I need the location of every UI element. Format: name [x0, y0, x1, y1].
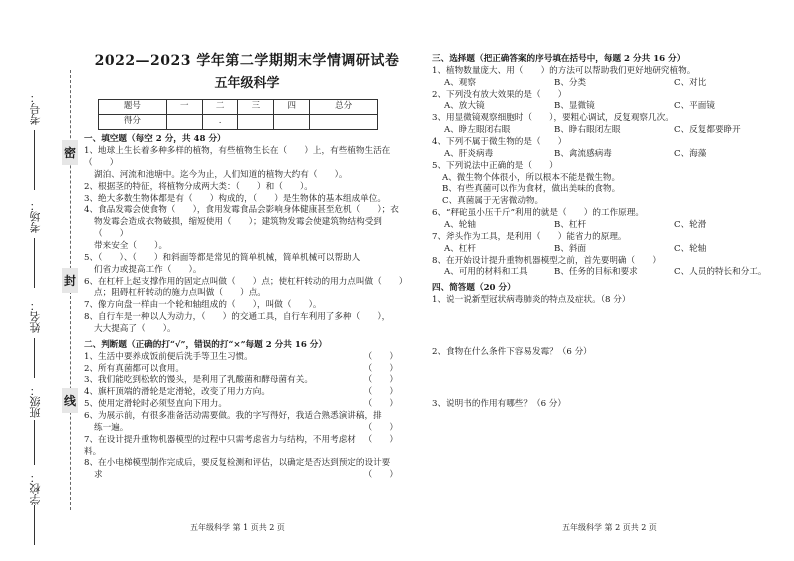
section-short-title: 四、简答题（20 分） [432, 283, 516, 294]
judge-item [84, 435, 410, 459]
judge-answer-paren: （ ） [363, 387, 398, 398]
fill-line: 物发霉会造成衣物破损，缩短使用（ ）；建筑物发霉会使建筑物结构受到（ ） [94, 217, 382, 240]
choice-option: B、显微镜 [554, 101, 595, 112]
score-row-label: 得分 [99, 115, 167, 130]
fill-line: 5、（ ）、（ ）和斜面等都是常见的简单机械，简单机械可以帮助人 [84, 252, 361, 263]
score-table [98, 99, 378, 130]
exam-subject: 五年级科学 [214, 76, 280, 92]
judge-text: 7、在设计提升重物机器模型的过程中只需考虑省力与结构，不用考虑材料。 [84, 434, 356, 457]
section-judge-title: 二、判断题（正确的打“√”，错误的打“×”每题 2 分共 16 分） [84, 339, 327, 350]
fill-line: 们省力或提高工作（ ）。 [94, 264, 202, 275]
score-cell [238, 115, 274, 130]
judge-text: 5、使用定滑轮时必须竖直向下用力。 [84, 399, 227, 410]
score-table-header-row [99, 100, 378, 115]
score-cell: . [202, 115, 238, 130]
score-cell [274, 115, 310, 130]
banji-label: 班级： [29, 385, 42, 418]
choice-option: A、观察 [444, 77, 476, 88]
short-question: 2、食物在什么条件下容易发霉？（6 分） [432, 347, 592, 358]
score-header: 一 [166, 100, 202, 115]
choice-option: C、人员的特长和分工。 [674, 267, 767, 278]
judge-item [84, 470, 410, 482]
judge-text: 求 [94, 470, 103, 481]
score-header: 总分 [310, 100, 378, 115]
score-cell [310, 115, 378, 130]
judge-text: 4、旗杆顶端的滑轮是定滑轮，改变了用力方向。 [84, 387, 270, 398]
score-table-row [99, 115, 378, 130]
kaohao-line [34, 130, 35, 190]
judge-text: 6、为展示前，有很多准备活动需要做。我的字写得好，我适合熟悉演讲稿，排 [84, 411, 382, 422]
choice-option: B、任务的目标和要求 [554, 267, 638, 278]
choice-options [432, 149, 777, 161]
judge-item [84, 387, 410, 399]
judge-text: 8、在小电梯模型制作完成后，要反复检测和评估，以确定是否达到预定的设计要 [84, 458, 391, 469]
fill-line: 8、自行车是一种以人为动力，（ ）的交通工具，自行车利用了多种（ ）， [84, 312, 391, 323]
judge-text: 练一遍。 [94, 422, 129, 433]
choice-question: 1、植物数量庞大、用（ ）的方法可以帮助我们更好地研究植物。 [432, 65, 696, 76]
page-one [84, 0, 410, 482]
choice-options [432, 244, 777, 256]
judge-text: 3、我们能吃到松软的馒头，是利用了乳酸菌和酵母菌有关。 [84, 375, 313, 386]
choice-question: 2、下列没有放大效果的是（ ） [432, 89, 567, 100]
choice-option: A、睁左眼闭右眼 [444, 125, 511, 136]
choice-options [432, 125, 777, 137]
seal-char-feng: 封 [62, 268, 78, 293]
choice-options [432, 78, 777, 90]
judge-answer-paren: （ ） [363, 363, 398, 374]
xuexiao-label: 学校： [29, 472, 42, 505]
choice-question: 7、斧头作为工具，是利用（ ）能省力的原理。 [432, 231, 627, 242]
choice-option: B、有些真菌可以作为食材，做出美味的食物。 [442, 184, 621, 195]
section-fill-title: 一、填空题（每空 2 分，共 48 分） [84, 134, 226, 145]
choice-question: 8、在开始设计提升重物机器模型之前，首先要明确（ ） [432, 255, 661, 266]
fill-line: 1、地球上生长着多种多样的植物，有些植物生长在（ ）上，有些植物生活在（ ） [84, 146, 391, 168]
choice-options [432, 220, 777, 232]
xingming-line [34, 338, 35, 378]
score-header: 题号 [99, 100, 167, 115]
fill-line: 湖泊、河流和池塘中。迄今为止，人们知道的植物大约有（ ）。 [94, 169, 348, 180]
page-two-footer: 五年级科学 第 2 页共 2 页 [562, 523, 657, 532]
choice-option: B、分类 [554, 77, 587, 88]
choice-option: C、真菌属于无害微动物。 [442, 196, 544, 207]
page-two [432, 0, 777, 411]
answer-space [432, 307, 777, 347]
choice-option: B、杠杆 [554, 220, 587, 231]
choice-option: C、海藻 [674, 148, 707, 159]
exam-title: 2022—2023 学年第二学期期末学情调研试卷 [94, 53, 400, 69]
choice-options [432, 267, 777, 279]
fill-line: 7、像方向盘一样由一个轮和轴组成的（ ），叫做（ ）。 [84, 300, 322, 311]
score-header: 三 [238, 100, 274, 115]
banji-line [34, 420, 35, 465]
xingming-label: 姓名： [29, 300, 42, 333]
judge-text: 2、所有真菌都可以食用。 [84, 363, 184, 374]
answer-space [432, 359, 777, 399]
choice-option: C、平面镜 [674, 101, 715, 112]
judge-item [84, 375, 410, 387]
choice-option: A、可用的材料和工具 [444, 267, 528, 278]
xuexiao-line [34, 505, 35, 545]
choice-option: C、反复都要睁开 [674, 125, 741, 136]
score-header: 二 [202, 100, 238, 115]
fill-line: 2、根据茎的特征，将植物分成两大类：（ ）和（ ）。 [84, 181, 313, 192]
choice-option: C、轮轴 [674, 243, 707, 254]
choice-option: A、微生物个体很小，所以根本不能是微生物。 [442, 172, 621, 183]
fill-line: 4、食品发霉会使食物（ ），食用发霉食品会影响身体健康甚至危机（ ）；衣 [84, 205, 399, 216]
choice-question: 5、下列说法中正确的是（ ） [432, 160, 558, 171]
judge-text: 1、生活中要养成饭前便后洗手等卫生习惯。 [84, 351, 253, 362]
judge-answer-paren: （ ） [363, 470, 398, 481]
section-choice-title: 三、选择题（把正确答案的序号填在括号中，每题 2 分共 16 分） [432, 54, 686, 64]
choice-option: A、放大镜 [444, 101, 485, 112]
judge-answer-paren: （ ） [363, 422, 398, 433]
choice-option: C、轮滑 [674, 220, 707, 231]
judge-answer-paren: （ ） [363, 434, 398, 445]
judge-answer-paren: （ ） [363, 351, 398, 362]
choice-options [432, 101, 777, 113]
choice-question: 4、下列不属于微生物的是（ ） [432, 137, 567, 148]
judge-answer-paren: （ ） [363, 399, 398, 410]
judge-item [84, 399, 410, 411]
short-question: 1、说一说新型冠状病毒肺炎的特点及症状。（8 分） [432, 295, 631, 306]
binding-margin [0, 0, 84, 561]
choice-option: A、杠杆 [444, 243, 476, 254]
choice-option: C、对比 [674, 77, 707, 88]
judge-answer-paren: （ ） [363, 375, 398, 386]
judge-item [84, 352, 410, 364]
choice-question: 3、用显微镜观察细胞时（ ），要粗心调试，反复观察几次。 [432, 113, 674, 124]
fill-line: 6、在杠杆上起支撑作用的固定点叫做（ ）点；使杠杆转动的用力点叫做（ ） [84, 276, 408, 287]
judge-item [84, 364, 410, 376]
page-one-footer: 五年级科学 第 1 页共 2 页 [190, 523, 285, 532]
fill-line: 3、绝大多数生物体都是有（ ）构成的，（ ）是生物体的基本组成单位。 [84, 193, 386, 204]
score-header: 四 [274, 100, 310, 115]
score-cell [166, 115, 202, 130]
fill-line: 带来安全（ ）。 [94, 240, 168, 251]
kaochang-label: 考场： [29, 200, 42, 233]
judge-item [84, 423, 410, 435]
seal-char-mi: 密 [62, 140, 78, 165]
choice-option: B、禽流感病毒 [554, 148, 612, 159]
choice-question: 6、“秤砣虽小压千斤”利用的就是（ ）的工作原理。 [432, 208, 644, 219]
seal-char-xian: 线 [62, 388, 78, 413]
choice-option: B、睁右眼闭左眼 [554, 125, 621, 136]
choice-option: A、轮轴 [444, 220, 476, 231]
choice-option: B、斜面 [554, 243, 587, 254]
choice-option: A、肝炎病毒 [444, 148, 494, 159]
fill-line: 大大提高了（ ）。 [94, 324, 176, 334]
kaochang-line [34, 238, 35, 288]
kaohao-label: 考号： [29, 92, 42, 125]
fill-line: 点；阻碍杠杆转动的施力点叫做（ ）点。 [94, 288, 266, 299]
short-question: 3、说明书的作用有哪些？（6 分） [432, 398, 566, 409]
